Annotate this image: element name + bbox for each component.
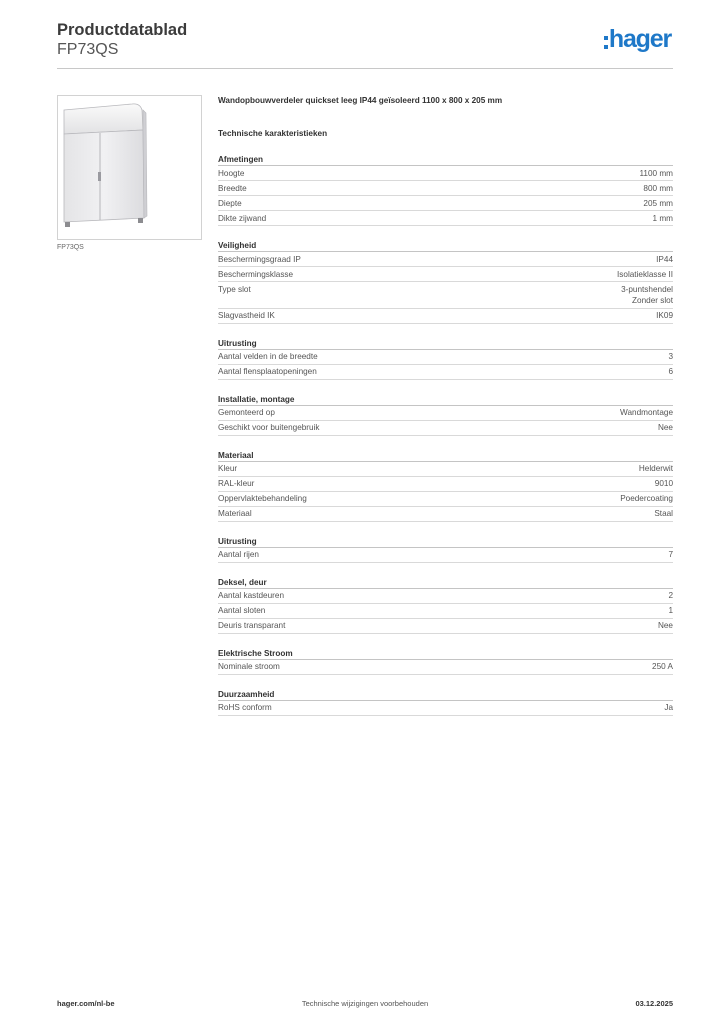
spec-row (218, 365, 673, 380)
spec-label: Aantal kastdeuren (218, 591, 284, 600)
image-caption: FP73QS (57, 244, 84, 251)
spec-value: 1100 mm (639, 168, 673, 178)
spec-label: Geschikt voor buitengebruik (218, 423, 320, 432)
spec-value: 2 (668, 591, 673, 600)
page-header (57, 20, 673, 70)
spec-group-title: Duurzaamheid (218, 689, 673, 701)
spec-group (218, 394, 673, 436)
spec-group-title: Uitrusting (218, 338, 673, 350)
header-divider (57, 68, 673, 69)
spec-groups (218, 154, 673, 716)
spec-row (218, 406, 673, 421)
spec-label: Nominale stroom (218, 662, 280, 671)
spec-label: Breedte (218, 183, 247, 193)
spec-group-title: Deksel, deur (218, 577, 673, 589)
spec-group-title: Veiligheid (218, 240, 673, 252)
spec-row (218, 548, 673, 563)
spec-value: 6 (668, 367, 673, 376)
spec-group-title: Uitrusting (218, 536, 673, 548)
spec-group (218, 338, 673, 380)
spec-group-title: Afmetingen (218, 154, 673, 166)
spec-label: Type slot (218, 284, 251, 294)
spec-group (218, 240, 673, 324)
footer-disclaimer: Technische wijzigingen voorbehouden (301, 999, 429, 1008)
product-image (57, 95, 202, 240)
spec-row (218, 507, 673, 522)
spec-label: Aantal rijen (218, 550, 259, 559)
spec-value: Wandmontage (620, 408, 673, 417)
spec-row (218, 421, 673, 436)
spec-value: IK09 (656, 311, 673, 320)
spec-row (218, 282, 673, 309)
spec-row (218, 350, 673, 365)
spec-row (218, 267, 673, 282)
spec-value: 800 mm (643, 183, 673, 193)
spec-row (218, 166, 673, 181)
spec-row (218, 604, 673, 619)
spec-row (218, 462, 673, 477)
spec-label: Beschermingsklasse (218, 269, 294, 279)
spec-group-title: Elektrische Stroom (218, 648, 673, 660)
spec-row (218, 196, 673, 211)
product-description: Wandopbouwverdeler quickset leeg IP44 geïsoleerd 1100 x 800 x 205 mm (218, 96, 503, 105)
spec-row (218, 477, 673, 492)
spec-label: Aantal sloten (218, 606, 266, 615)
spec-content (218, 95, 673, 716)
spec-label: Aantal velden in de breedte (218, 352, 318, 361)
spec-value: 3 (668, 352, 673, 361)
spec-value: 250 A (652, 662, 673, 671)
spec-label: Oppervlaktebehandeling (218, 494, 307, 503)
section-heading: Technische karakteristieken (218, 129, 328, 138)
spec-row (218, 492, 673, 507)
spec-value: 1 mm (652, 213, 673, 223)
spec-label: Aantal flensplaatopeningen (218, 367, 317, 376)
product-code: FP73QS (57, 41, 119, 58)
spec-group-title: Installatie, montage (218, 394, 673, 406)
footer-website[interactable]: hager.com/nl-be (57, 999, 115, 1008)
spec-label: RoHS conform (218, 703, 272, 712)
spec-label: Materiaal (218, 509, 252, 518)
spec-value: Nee (657, 423, 673, 432)
spec-value: IP44 (656, 254, 673, 264)
spec-value: 1 (668, 606, 673, 615)
logo-text: hager (608, 25, 671, 53)
spec-row (218, 660, 673, 675)
spec-value: Poedercoating (620, 494, 673, 503)
spec-value: Ja (664, 703, 673, 712)
spec-value: Helderwit (638, 464, 673, 473)
enclosure-image-icon (58, 96, 201, 239)
spec-label: Hoogte (218, 168, 245, 178)
spec-group (218, 154, 673, 226)
spec-value: Nee (657, 621, 673, 630)
spec-value: 205 mm (643, 198, 673, 208)
spec-row (218, 701, 673, 716)
spec-value: Staal (654, 509, 673, 518)
spec-group (218, 536, 673, 563)
hager-logo (604, 25, 671, 53)
spec-group (218, 648, 673, 675)
spec-row (218, 181, 673, 196)
spec-group (218, 689, 673, 716)
footer-date: 03.12.2025 (635, 999, 673, 1008)
logo-colon-icon (604, 36, 608, 49)
spec-value: 9010 (654, 479, 673, 488)
spec-value: 3-puntshendel Zonder slot (621, 284, 673, 305)
spec-group (218, 577, 673, 634)
spec-label: Diepte (218, 198, 242, 208)
spec-label: Slagvastheid IK (218, 311, 275, 320)
page-title: Productdatablad (57, 21, 188, 39)
spec-group (218, 450, 673, 522)
spec-label: Gemonteerd op (218, 408, 275, 417)
spec-value: Isolatieklasse II (617, 269, 673, 279)
spec-row (218, 309, 673, 324)
spec-value: 7 (668, 550, 673, 559)
spec-label: Deuris transparant (218, 621, 286, 630)
spec-row (218, 619, 673, 634)
spec-label: Beschermingsgraad IP (218, 254, 301, 264)
spec-label: RAL-kleur (218, 479, 255, 488)
spec-label: Dikte zijwand (218, 213, 267, 223)
spec-row (218, 589, 673, 604)
spec-label: Kleur (218, 464, 238, 473)
spec-row (218, 211, 673, 226)
spec-group-title: Materiaal (218, 450, 673, 462)
spec-row (218, 252, 673, 267)
